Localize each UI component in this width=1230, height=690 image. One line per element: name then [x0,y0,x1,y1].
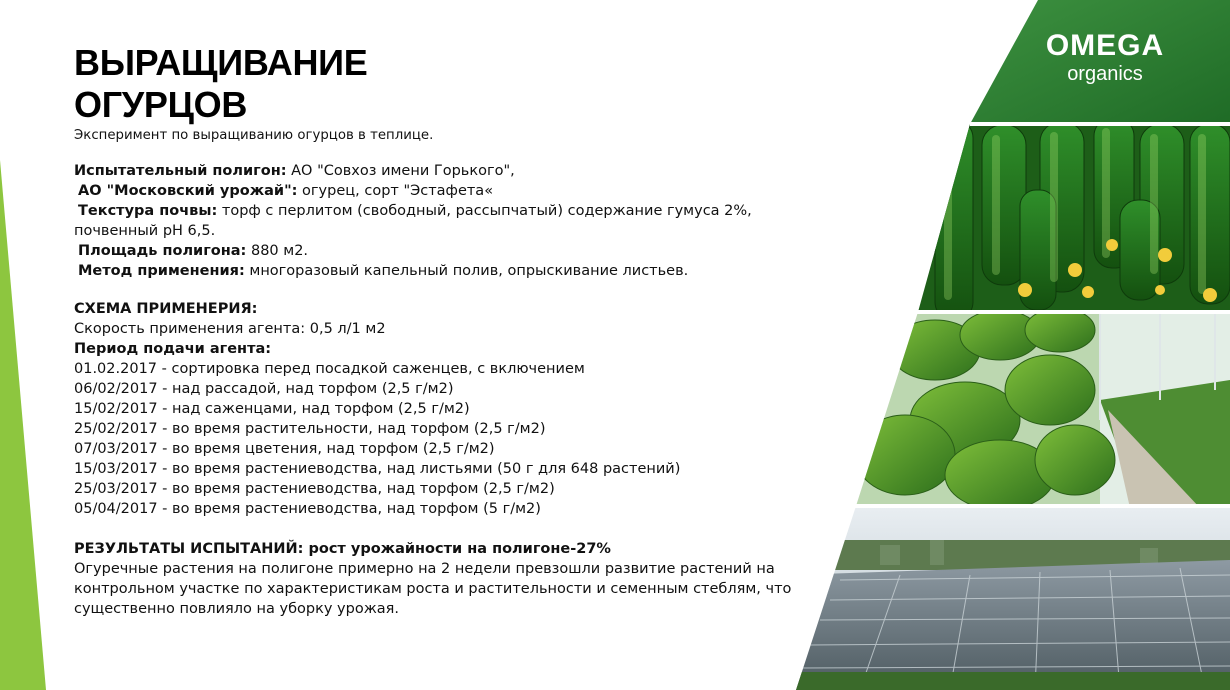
greenhouse-leaves-photo [850,308,1230,510]
period-heading [74,339,814,359]
method-label: Метод применения: [78,263,245,279]
harvest-row [74,181,814,201]
test-info [74,161,814,281]
soil-row-2: почвенный pH 6,5. [74,223,216,239]
logo-line-1: OMEGA [1045,29,1165,62]
results-text-1: Огуречные растения на полигоне примерно на 2 недели превзошли развитие растений на [74,561,775,577]
harvest-label: АО "Московский урожай": [78,183,298,199]
omega-organics-logo [1040,30,1170,86]
period-heading-text: Период подачи агента: [74,341,272,357]
schedule-item: 25/02/2017 - во время растительности, над торфом (2,5 г/м2) [74,421,546,437]
schedule-item: 06/02/2017 - над рассадой, над торфом (2,5 г/м2) [74,381,454,397]
soil-value: торф с перлитом (свободный, рассыпчатый) содержание гумуса 2%, [217,203,752,219]
polygon-value: АО "Совхоз имени Горького", [286,163,515,179]
greenhouse-field-photo [790,506,1230,690]
results-text-3: существенно повлияло на уборку урожая. [74,601,399,617]
area-value: 880 м2. [246,243,309,259]
page-title [74,42,814,126]
results-heading-text: РЕЗУЛЬТАТЫ ИСПЫТАНИЙ: рост урожайности на полигоне-27% [74,541,611,557]
results-heading [74,539,814,559]
scheme-heading-text: СХЕМА ПРИМЕНЕРИЯ: [74,301,258,317]
soil-label: Текстура почвы: [78,203,218,219]
schedule-item: 07/03/2017 - во время цветения, над торфом (2,5 г/м2) [74,441,495,457]
schedule-item: 15/03/2017 - во время растениеводства, над листьями (50 г для 648 растений) [74,461,681,477]
scheme-rate: Скорость применения агента: 0,5 л/1 м2 [74,321,386,337]
page-subtitle: Эксперимент по выращиванию огурцов в теплице. [74,128,434,143]
polygon-row [74,161,814,181]
schedule-item: 01.02.2017 - сортировка перед посадкой саженцев, с включением [74,361,585,377]
area-row [74,241,814,261]
application-scheme [74,299,814,519]
area-label: Площадь полигона: [78,243,247,259]
cucumbers-photo [900,118,1230,320]
title-line-1: ВЫРАЩИВАНИЕ [74,42,368,83]
results-text-2: контрольном участке по характеристикам роста и растительности и семенным стеблям, что [74,581,792,597]
schedule-item: 15/02/2017 - над саженцами, над торфом (2,5 г/м2) [74,401,470,417]
scheme-heading [74,299,814,319]
title-line-2: ОГУРЦОВ [74,84,248,125]
test-results [74,539,814,619]
soil-row [74,201,814,221]
schedule-item: 25/03/2017 - во время растениеводства, над торфом (2,5 г/м2) [74,481,555,497]
method-row [74,261,814,281]
logo-line-2: organics [1067,63,1143,85]
harvest-value: огурец, сорт "Эстафета« [297,183,494,199]
schedule-item: 05/04/2017 - во время растениеводства, над торфом (5 г/м2) [74,501,541,517]
method-value: многоразовый капельный полив, опрыскивание листьев. [244,263,689,279]
content-text [74,42,814,619]
polygon-label: Испытательный полигон: [74,163,287,179]
